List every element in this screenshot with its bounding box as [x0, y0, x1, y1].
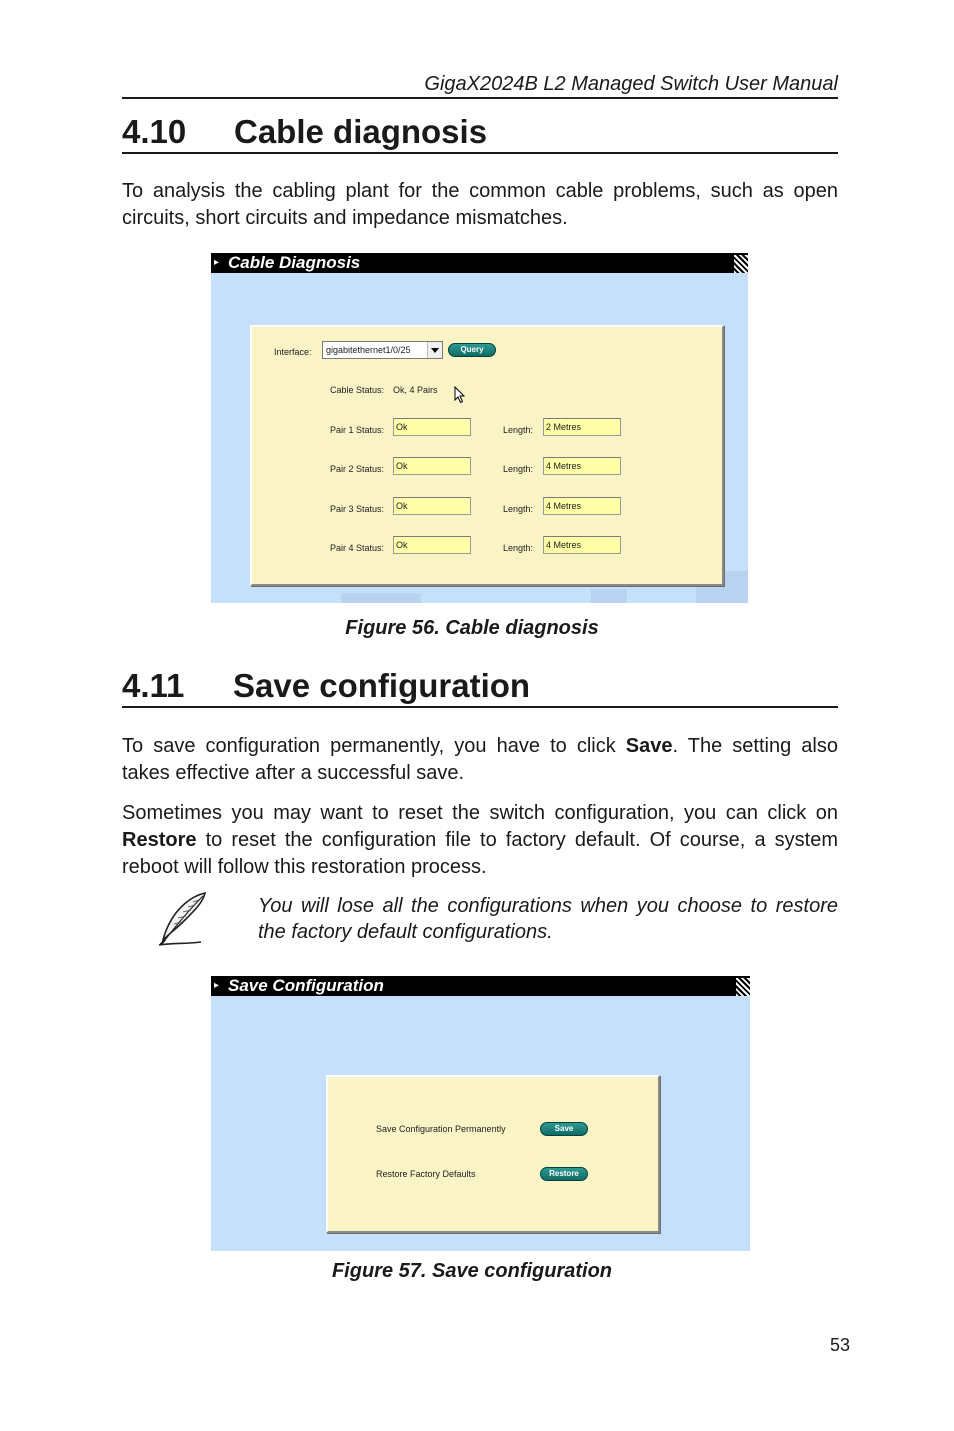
resize-grip-icon: [734, 255, 748, 273]
cable-diagnosis-screenshot: [211, 253, 748, 603]
interface-select[interactable]: [322, 341, 443, 359]
section-number: 4.11: [122, 667, 185, 704]
save-text-end: . The setting also takes effective after a successful save.: [122, 735, 838, 784]
save-text-start: To save configuration permanently, you have to click: [122, 735, 626, 757]
restore-warning-note: You will lose all the configurations when you choose to restore the factory default configurations.: [258, 895, 838, 943]
pair-length-field: 4 Metres: [543, 536, 621, 554]
pair-length-field: 2 Metres: [543, 418, 621, 436]
restore-defaults-label: Restore Factory Defaults: [376, 1169, 476, 1179]
query-button[interactable]: Query: [448, 343, 496, 357]
section-title: Save configuration: [233, 667, 531, 704]
pair-status-field: Ok: [393, 418, 471, 436]
figure-57-caption: Figure 57. Save configuration: [331, 1260, 613, 1282]
pair-status-label: Pair 2 Status:: [330, 464, 385, 474]
cable-status-label: Cable Status:: [330, 385, 385, 395]
restore-description: [122, 800, 838, 881]
restore-text-start: Sometimes you may want to reset the switch configuration, you can click on: [122, 802, 838, 824]
window-title: Cable Diagnosis: [228, 253, 361, 272]
window-title: Save Configuration: [228, 976, 384, 995]
pair-status-label: Pair 4 Status:: [330, 543, 385, 553]
chevron-down-icon[interactable]: [427, 342, 442, 358]
restore-text-end: to reset the configuration file to factory default. Of course, a system reboot will follow this restoration process.: [122, 829, 838, 878]
pair-status-field: Ok: [393, 536, 471, 554]
section-title: Cable diagnosis: [234, 113, 488, 150]
pair-length-field: 4 Metres: [543, 497, 621, 515]
save-button[interactable]: Save: [540, 1122, 588, 1136]
pair-length-field: 4 Metres: [543, 457, 621, 475]
cable-diagnosis-form: [250, 325, 724, 586]
pair-status-field: Ok: [393, 457, 471, 475]
section-heading-cable-diagnosis: [122, 110, 838, 154]
window-titlebar: [211, 976, 750, 996]
length-label: Length:: [503, 543, 534, 553]
watermark-shape: [591, 589, 627, 603]
mouse-cursor-icon: [454, 386, 466, 404]
length-label: Length:: [503, 464, 534, 474]
save-configuration-screenshot: [211, 976, 750, 1251]
page-number: 53: [830, 1335, 851, 1355]
interface-label: Interface:: [274, 347, 312, 357]
cable-status-value: Ok, 4 Pairs: [393, 385, 438, 395]
save-description: [122, 733, 838, 787]
resize-grip-icon: [736, 978, 750, 996]
watermark-shape: [341, 593, 421, 603]
save-configuration-form: [326, 1075, 660, 1233]
length-label: Length:: [503, 425, 534, 435]
feather-pen-icon: [155, 890, 211, 948]
pair-status-label: Pair 3 Status:: [330, 504, 385, 514]
cable-diagnosis-description: To analysis the cabling plant for the common cable problems, such as open circuits, short circuits and impedance mismatches.: [122, 180, 838, 229]
pair-status-field: Ok: [393, 497, 471, 515]
restore-keyword: Restore: [122, 829, 197, 851]
section-heading-save-configuration: [122, 664, 838, 708]
figure-56-caption: Figure 56. Cable diagnosis: [345, 617, 599, 639]
running-header: GigaX2024B L2 Managed Switch User Manual: [122, 72, 838, 99]
save-permanently-label: Save Configuration Permanently: [376, 1124, 506, 1134]
length-label: Length:: [503, 504, 534, 514]
window-titlebar: [211, 253, 748, 273]
interface-select-value: gigabitethernet1/0/25: [326, 345, 411, 355]
titlebar-arrow-icon: ▸: [214, 257, 220, 268]
section-number: 4.10: [122, 113, 187, 150]
restore-button[interactable]: Restore: [540, 1167, 588, 1181]
save-keyword: Save: [625, 735, 673, 757]
titlebar-arrow-icon: ▸: [214, 980, 220, 991]
pair-status-label: Pair 1 Status:: [330, 425, 385, 435]
